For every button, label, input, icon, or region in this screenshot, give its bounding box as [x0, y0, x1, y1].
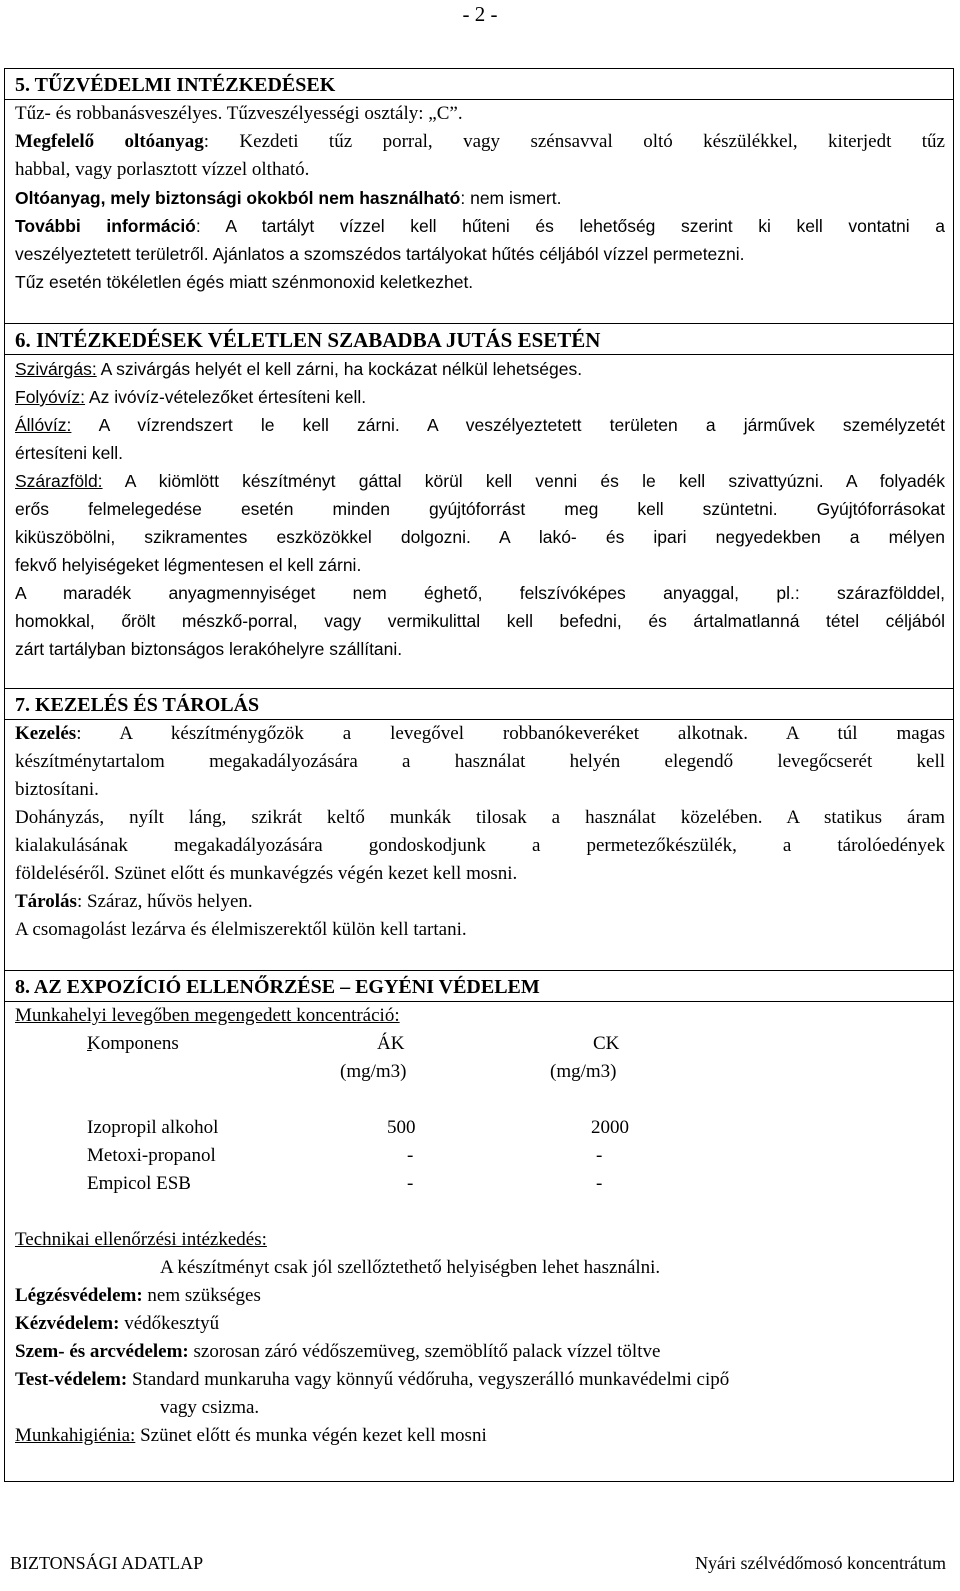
respiratory-protection: [15, 1282, 945, 1310]
s7-line-8: A csomagolást lezárva és élelmiszerektől külön kell tartani.: [15, 919, 467, 940]
cell-ak: -: [407, 1145, 414, 1166]
body-text: Standard munkaruha vagy könnyű védőruha, vegyszerálló munkavédelmi cipő: [127, 1369, 730, 1390]
unsuitable-media-label: Oltóanyag, mely biztonsági okokból nem használható: [15, 188, 461, 208]
section-7-box: [4, 688, 954, 971]
land-label: Szárazföld:: [15, 471, 103, 491]
s5-line-7: Tűz esetén tökéletlen égés miatt szénmonoxid keletkezhet.: [15, 272, 474, 292]
s5-line-1: Tűz- és robbanásveszélyes. Tűzveszélyességi osztály: „C”.: [15, 103, 463, 124]
still-water-label: Állóvíz:: [15, 415, 72, 435]
cell-ak: 500: [387, 1117, 416, 1138]
section-8-title: 8. AZ EXPOZÍCIÓ ELLENŐRZÉSE – EGYÉNI VÉDELEM: [5, 973, 953, 1002]
s6-line-8: fekvő helyiségeket légmentesen el kell zárni.: [15, 555, 362, 575]
s6-line-11: zárt tartályban biztonságos lerakóhelyre szállítani.: [15, 639, 403, 659]
leak-text: A szivárgás helyét el kell zárni, ha kockázat nélkül lehetséges.: [96, 359, 583, 379]
s6-line-7: kiküszöbölni, szikramentes eszközökkel dolgozni. A lakó- és ipari negyedekben a mélyen: [15, 527, 945, 547]
table-row: [15, 1170, 945, 1198]
s7-line-2: készítménytartalom megakadályozására a használat helyén elegendő levegőcserét kell: [15, 751, 945, 772]
page-number: - 2 -: [462, 2, 498, 26]
s7-line-6: földeléséről. Szünet előtt és munkavégzés végén kezet kell mosni.: [15, 863, 518, 884]
eye-protection: [15, 1338, 945, 1366]
cell-ak: -: [407, 1173, 414, 1194]
land-text: A kiömlött készítményt gáttal körül kell venni és le kell szivattyúzni. A folyadék: [102, 471, 945, 491]
table-row: [15, 1114, 945, 1142]
s6-line-9: A maradék anyagmennyiséget nem éghető, felszívóképes anyaggal, pl.: szárazfölddel,: [15, 583, 945, 603]
unsuitable-media-text: : nem ismert.: [460, 188, 562, 208]
further-info-label: További információ: [15, 216, 196, 236]
s6-line-5: [15, 467, 945, 495]
col-header-ck: CK: [593, 1033, 620, 1054]
handling-label: Kezelés: [15, 723, 77, 744]
s7-line-1: [15, 720, 945, 748]
s5-line-2: [15, 128, 945, 156]
body-protection: [15, 1366, 945, 1394]
s5-line-5: [15, 212, 945, 240]
limits-table-header: [15, 1030, 945, 1058]
table-spacer: [15, 1198, 945, 1226]
cell-component: Metoxi-propanol: [87, 1145, 216, 1166]
s7-line-3: biztosítani.: [15, 779, 99, 800]
unit-ck: (mg/m3): [550, 1061, 617, 1082]
section-6-box: [4, 323, 954, 689]
limits-table-units: [15, 1058, 945, 1086]
section-7-title: 7. KEZELÉS ÉS TÁROLÁS: [5, 691, 953, 720]
further-info-text: : A tartályt vízzel kell hűteni és lehetőség szerint ki kell vontatni a: [195, 216, 945, 236]
hygiene: [15, 1422, 945, 1450]
hand-label: Kézvédelem:: [15, 1313, 120, 1334]
respiratory-text: nem szükséges: [142, 1285, 261, 1306]
footer-right: Nyári szélvédőmosó koncentrátum: [695, 1553, 946, 1573]
cell-ck: 2000: [591, 1117, 629, 1138]
section-5-box: [4, 68, 954, 324]
s7-line-5: kialakulásának megakadályozására gondoskodjunk a permetezőkészülék, a tárolóedények: [15, 835, 945, 856]
s7-line-7: [15, 888, 945, 916]
s6-line-1: [15, 355, 945, 383]
extinguishing-media-label: Megfelelő oltóanyag: [15, 131, 204, 152]
table-row: [15, 1142, 945, 1170]
extinguishing-media-text: : Kezdeti tűz porral, vagy szénsavval oltó készülékkel, kiterjedt tűz: [203, 131, 945, 152]
s7-line-4: Dohányzás, nyílt láng, szikrát keltő munkák tilosak a használat közelében. A statikus áram: [15, 807, 945, 828]
s6-line-6: erős felmelegedése esetén minden gyújtóforrást meg kell szüntetni. Gyújtóforrásokat: [15, 499, 945, 519]
cell-component: Izopropil alkohol: [87, 1117, 219, 1138]
s5-line-3: habbal, vagy porlasztott vízzel oltható.: [15, 159, 310, 180]
handling-text: : A készítménygőzök a levegővel robbanókeveréket alkotnak. A túl magas: [76, 723, 945, 744]
eye-label: Szem- és arcvédelem:: [15, 1341, 189, 1362]
running-water-label: Folyóvíz:: [15, 387, 86, 407]
leak-label: Szivárgás:: [15, 359, 97, 379]
footer-left: BIZTONSÁGI ADATLAP: [10, 1553, 204, 1573]
body-protection-cont: vagy csizma.: [160, 1397, 260, 1418]
hand-text: védőkesztyű: [119, 1313, 220, 1334]
running-water-text: Az ivóvíz-vételezőket értesíteni kell.: [85, 387, 367, 407]
still-water-text: A vízrendszert le kell zárni. A veszélyeztetett területen a járművek személyzetét: [71, 415, 945, 435]
hand-protection: [15, 1310, 945, 1338]
cell-ck: -: [596, 1145, 603, 1166]
section-6-title: 6. INTÉZKEDÉSEK VÉLETLEN SZABADBA JUTÁS ESETÉN: [5, 326, 953, 355]
col-header-component: Komponens: [87, 1033, 179, 1054]
s6-line-4: értesíteni kell.: [15, 443, 123, 463]
s6-line-3: [15, 411, 945, 439]
technical-control-heading: Technikai ellenőrzési intézkedés:: [15, 1229, 267, 1250]
section-8-box: [4, 970, 954, 1482]
s6-line-2: [15, 383, 945, 411]
respiratory-label: Légzésvédelem:: [15, 1285, 143, 1306]
section-5-title: 5. TŰZVÉDELMI INTÉZKEDÉSEK: [5, 71, 953, 100]
technical-control-text: A készítményt csak jól szellőztethető helyiségben lehet használni.: [160, 1257, 661, 1278]
s5-line-6: veszélyeztetett területről. Ajánlatos a szomszédos tartályokat hűtés céljából vízzel permetezni.: [15, 244, 745, 264]
storage-label: Tárolás: [15, 891, 77, 912]
exposure-limit-heading: Munkahelyi levegőben megengedett koncentráció:: [15, 1005, 400, 1026]
eye-text: szorosan záró védőszemüveg, szemöblítő palack vízzel töltve: [188, 1341, 661, 1362]
hygiene-label: Munkahigiénia:: [15, 1425, 136, 1446]
s6-line-10: homokkal, őrölt mészkő-porral, vagy vermikulittal kell befedni, és ártalmatlanná tétel céljából: [15, 611, 945, 631]
hygiene-text: Szünet előtt és munka végén kezet kell mosni: [135, 1425, 487, 1446]
storage-text: : Száraz, hűvös helyen.: [76, 891, 253, 912]
body-label: Test-védelem:: [15, 1369, 128, 1390]
cell-component: Empicol ESB: [87, 1173, 191, 1194]
table-spacer: [15, 1086, 945, 1114]
unit-ak: (mg/m3): [340, 1061, 407, 1082]
cell-ck: -: [596, 1173, 603, 1194]
col-header-ak: ÁK: [377, 1033, 405, 1054]
s5-line-4: [15, 184, 945, 212]
